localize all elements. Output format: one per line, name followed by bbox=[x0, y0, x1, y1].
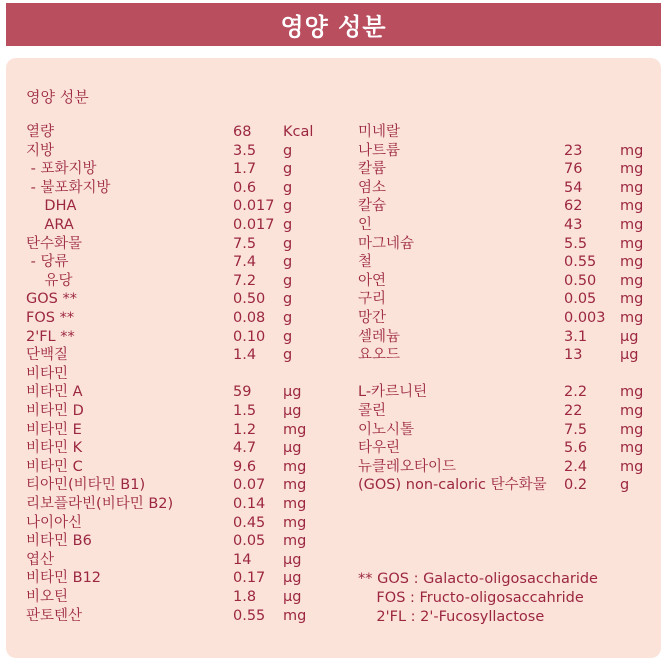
nutrient-unit: μg bbox=[283, 551, 302, 568]
nutrient-unit: g bbox=[283, 291, 293, 308]
nutrient-unit: mg bbox=[620, 421, 644, 438]
table-row bbox=[0, 495, 667, 514]
nutrient-name: 탄수화물 bbox=[26, 235, 83, 252]
nutrient-unit: mg bbox=[620, 384, 644, 401]
nutrient-value: 0.17 bbox=[233, 570, 266, 587]
nutrient-name: 칼륨 bbox=[358, 161, 387, 178]
nutrient-name: 비타민 K bbox=[26, 440, 83, 457]
nutrient-unit: g bbox=[283, 235, 293, 252]
nutrient-unit: μg bbox=[620, 328, 639, 345]
nutrient-name: 콜린 bbox=[358, 403, 387, 419]
table-row bbox=[0, 476, 667, 495]
nutrient-name: GOS ** bbox=[26, 291, 77, 308]
nutrient-value: 7.2 bbox=[233, 272, 257, 289]
nutrient-value: 1.4 bbox=[233, 347, 257, 364]
nutrient-unit: mg bbox=[283, 514, 307, 531]
nutrient-name: 판토텐산 bbox=[26, 607, 83, 624]
nutrient-name: 리보플라빈(비타민 B2) bbox=[26, 496, 174, 512]
nutrient-value: 0.45 bbox=[233, 514, 266, 531]
section-title: 영양 성분 bbox=[26, 88, 89, 106]
nutrient-unit: mg bbox=[620, 179, 644, 196]
nutrient-name: 칼슘 bbox=[358, 198, 387, 215]
table-row bbox=[0, 309, 667, 328]
nutrient-value: 59 bbox=[233, 384, 252, 401]
nutrient-value: 1.7 bbox=[233, 161, 257, 178]
nutrient-unit: μg bbox=[283, 403, 302, 419]
nutrient-name: 마그네슘 bbox=[358, 235, 415, 252]
nutrient-name: ARA bbox=[26, 217, 74, 233]
nutrient-value: 7.4 bbox=[233, 254, 257, 271]
table-row bbox=[0, 235, 667, 254]
nutrient-value: 0.05 bbox=[564, 291, 597, 308]
nutrient-name: 비타민 D bbox=[26, 403, 84, 419]
nutrient-unit: mg bbox=[620, 310, 644, 326]
table-row bbox=[0, 123, 667, 142]
nutrient-name: FOS ** bbox=[26, 310, 75, 326]
nutrient-name: - 당류 bbox=[26, 254, 69, 271]
nutrient-unit: μg bbox=[283, 589, 302, 605]
nutrient-unit: mg bbox=[620, 254, 644, 271]
nutrient-value: 0.017 bbox=[233, 217, 275, 233]
nutrient-value: 13 bbox=[564, 347, 583, 364]
nutrient-value: 7.5 bbox=[564, 421, 588, 438]
table-row bbox=[0, 532, 667, 551]
nutrient-value: 43 bbox=[564, 217, 583, 233]
table-row bbox=[0, 365, 667, 384]
nutrient-unit: μg bbox=[620, 347, 639, 364]
nutrient-value: 0.017 bbox=[233, 198, 275, 215]
nutrient-value: 23 bbox=[564, 142, 583, 159]
footnote-2fl: 2'FL : 2'-Fucosyllactose bbox=[358, 609, 545, 625]
table-row bbox=[0, 328, 667, 347]
table-row bbox=[0, 346, 667, 365]
nutrient-name: 비타민 A bbox=[26, 384, 83, 401]
table-row bbox=[0, 383, 667, 402]
nutrient-value: 1.8 bbox=[233, 589, 257, 605]
nutrient-value: 1.5 bbox=[233, 403, 257, 419]
nutrient-unit: mg bbox=[620, 291, 644, 308]
nutrient-value: 0.6 bbox=[233, 179, 257, 196]
table-row bbox=[0, 290, 667, 309]
nutrient-name: 2'FL ** bbox=[26, 328, 75, 345]
nutrient-unit: g bbox=[283, 254, 293, 271]
nutrient-name: 타우린 bbox=[358, 440, 401, 457]
table-row bbox=[0, 197, 667, 216]
nutrient-name: 인 bbox=[358, 217, 373, 233]
nutrient-unit: mg bbox=[283, 607, 307, 624]
nutrient-name: (GOS) non-caloric 탄수화물 bbox=[358, 477, 547, 494]
nutrient-name: 구리 bbox=[358, 291, 387, 308]
nutrient-name: 나이아신 bbox=[26, 514, 83, 531]
nutrient-unit: g bbox=[620, 477, 630, 494]
nutrient-unit: mg bbox=[620, 440, 644, 457]
nutrient-name: 비타민 E bbox=[26, 421, 82, 438]
nutrient-unit: mg bbox=[283, 477, 307, 494]
nutrient-unit: mg bbox=[620, 161, 644, 178]
nutrient-name: 비타민 B6 bbox=[26, 533, 92, 550]
nutrient-value: 62 bbox=[564, 198, 583, 215]
nutrient-value: 0.003 bbox=[564, 310, 606, 326]
nutrient-name: L-카르니틴 bbox=[358, 384, 428, 401]
table-row bbox=[0, 607, 667, 626]
nutrient-unit: mg bbox=[620, 403, 644, 419]
nutrient-unit: g bbox=[283, 161, 293, 178]
nutrient-unit: mg bbox=[620, 235, 644, 252]
nutrient-unit: g bbox=[283, 198, 293, 215]
nutrient-value: 0.55 bbox=[233, 607, 266, 624]
nutrient-unit: mg bbox=[620, 272, 644, 289]
nutrient-unit: mg bbox=[620, 198, 644, 215]
nutrient-value: 0.2 bbox=[564, 477, 588, 494]
nutrient-unit: Kcal bbox=[283, 124, 314, 140]
nutrient-name: 이노시톨 bbox=[358, 421, 415, 438]
nutrient-value: 1.2 bbox=[233, 421, 257, 438]
nutrient-value: 0.10 bbox=[233, 328, 266, 345]
nutrient-unit: mg bbox=[283, 421, 307, 438]
nutrient-value: 0.14 bbox=[233, 496, 266, 512]
table-row bbox=[0, 272, 667, 291]
nutrient-value: 0.50 bbox=[233, 291, 266, 308]
table-row bbox=[0, 402, 667, 421]
nutrient-unit: mg bbox=[283, 458, 307, 475]
table-row bbox=[0, 514, 667, 533]
nutrient-name: 셀레늄 bbox=[358, 328, 401, 345]
table-row bbox=[0, 216, 667, 235]
nutrient-name: 지방 bbox=[26, 142, 55, 159]
nutrient-name: 뉴클레오타이드 bbox=[358, 458, 457, 475]
nutrient-value: 3.1 bbox=[564, 328, 588, 345]
table-row bbox=[0, 142, 667, 161]
table-row bbox=[0, 179, 667, 198]
nutrient-value: 76 bbox=[564, 161, 583, 178]
footnote-gos: ** GOS : Galacto-oligosaccharide bbox=[358, 571, 598, 587]
nutrient-name: 열량 bbox=[26, 124, 55, 140]
nutrient-name: 망간 bbox=[358, 310, 387, 326]
nutrient-value: 68 bbox=[233, 124, 252, 140]
nutrient-value: 4.7 bbox=[233, 440, 257, 457]
nutrient-value: 0.55 bbox=[564, 254, 597, 271]
nutrient-name: 나트륨 bbox=[358, 142, 401, 159]
nutrient-unit: g bbox=[283, 310, 293, 326]
nutrient-value: 0.08 bbox=[233, 310, 266, 326]
nutrient-value: 14 bbox=[233, 551, 252, 568]
nutrient-name: 비오틴 bbox=[26, 589, 69, 605]
nutrient-value: 2.2 bbox=[564, 384, 588, 401]
nutrient-unit: mg bbox=[283, 533, 307, 550]
nutrient-name: - 불포화지방 bbox=[26, 179, 111, 196]
nutrient-value: 3.5 bbox=[233, 142, 257, 159]
nutrient-name: 비타민 B12 bbox=[26, 570, 102, 587]
nutrient-name: 티아민(비타민 B1) bbox=[26, 477, 146, 494]
page-title: 영양 성분 bbox=[6, 3, 661, 46]
footnote-fos: FOS : Fructo-oligosaccahride bbox=[358, 590, 584, 606]
nutrient-value: 2.4 bbox=[564, 458, 588, 475]
nutrient-unit: mg bbox=[620, 458, 644, 475]
nutrient-value: 5.5 bbox=[564, 235, 588, 252]
nutrient-unit: g bbox=[283, 347, 293, 364]
nutrient-name: 유당 bbox=[26, 272, 73, 289]
nutrient-name: 엽산 bbox=[26, 551, 55, 568]
nutrient-name: 염소 bbox=[358, 179, 387, 196]
nutrient-unit: μg bbox=[283, 384, 302, 401]
nutrient-unit: g bbox=[283, 328, 293, 345]
nutrient-value: 22 bbox=[564, 403, 583, 419]
nutrient-name: 단백질 bbox=[26, 347, 69, 364]
nutrient-value: 0.50 bbox=[564, 272, 597, 289]
nutrient-value: 9.6 bbox=[233, 458, 257, 475]
nutrient-unit: mg bbox=[283, 496, 307, 512]
nutrient-value: 0.05 bbox=[233, 533, 266, 550]
nutrient-value: 5.6 bbox=[564, 440, 588, 457]
nutrient-name: 비타민 C bbox=[26, 458, 83, 475]
nutrient-unit: mg bbox=[620, 142, 644, 159]
nutrient-unit: μg bbox=[283, 570, 302, 587]
nutrient-name: 철 bbox=[358, 254, 373, 271]
nutrient-unit: μg bbox=[283, 440, 302, 457]
nutrient-name: - 포화지방 bbox=[26, 161, 97, 178]
nutrient-name: DHA bbox=[26, 198, 77, 215]
nutrient-value: 7.5 bbox=[233, 235, 257, 252]
nutrient-name: 요오드 bbox=[358, 347, 401, 364]
nutrient-name: 비타민 bbox=[26, 365, 69, 382]
nutrient-unit: g bbox=[283, 142, 293, 159]
nutrient-unit: g bbox=[283, 217, 293, 233]
nutrient-unit: g bbox=[283, 272, 293, 289]
nutrient-name: 미네랄 bbox=[358, 124, 401, 140]
table-row bbox=[0, 253, 667, 272]
table-row bbox=[0, 160, 667, 179]
nutrient-value: 0.07 bbox=[233, 477, 266, 494]
nutrient-name: 아연 bbox=[358, 272, 387, 289]
table-row bbox=[0, 458, 667, 477]
table-row bbox=[0, 439, 667, 458]
nutrient-unit: g bbox=[283, 179, 293, 196]
table-row bbox=[0, 551, 667, 570]
nutrient-value: 54 bbox=[564, 179, 583, 196]
table-row bbox=[0, 421, 667, 440]
nutrient-unit: mg bbox=[620, 217, 644, 233]
